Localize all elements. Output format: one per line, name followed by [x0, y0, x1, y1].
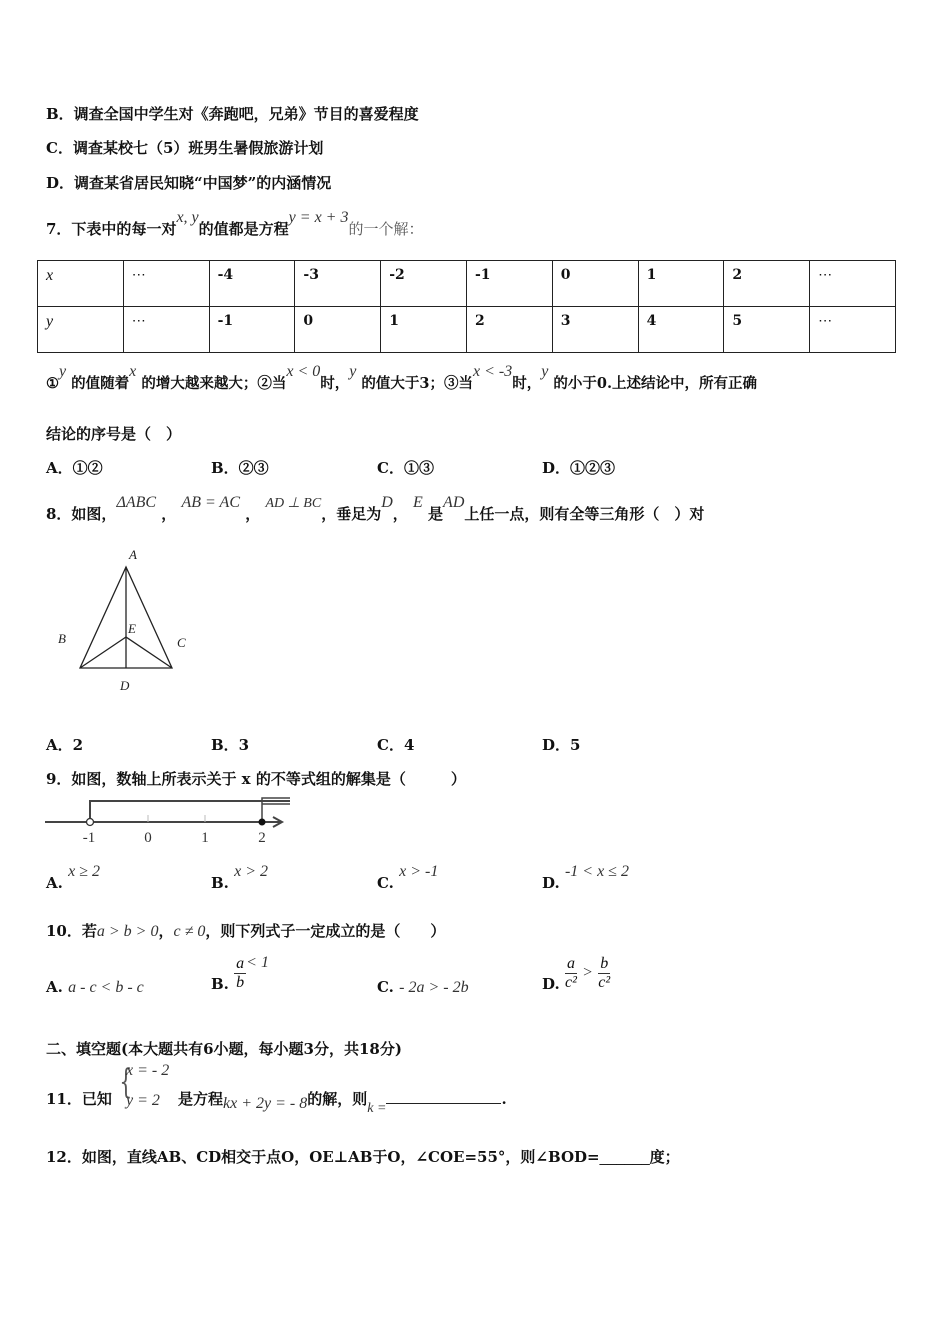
l: D. [542, 975, 560, 994]
s: 度； [649, 1148, 680, 1166]
fraction [598, 955, 610, 991]
table-cell: ⋯ [123, 307, 209, 353]
q9-number-line [40, 795, 300, 847]
m: > [582, 964, 593, 982]
table-cell: 2 [724, 261, 810, 307]
table-cell: 0 [552, 261, 638, 307]
s: 时， [512, 375, 542, 392]
label-a: A [129, 547, 137, 562]
m: c ≠ 0 [173, 923, 206, 940]
table-cell: -4 [209, 261, 295, 307]
l: C. [377, 978, 394, 996]
s: 是方程 [178, 1090, 224, 1108]
num: a [236, 955, 245, 972]
q10-option-a [46, 978, 144, 997]
label-d: D [120, 678, 130, 693]
table-cell: 0 [295, 307, 381, 353]
s: 12．如图，直线AB、CD相交于点O，OE⊥AB于O，∠COE=55°，则∠BOD= [46, 1148, 600, 1166]
l: B. [211, 874, 229, 892]
q10-stem [46, 920, 445, 941]
tick: 2 [258, 830, 266, 846]
q7-option-a: A．①② [46, 459, 103, 477]
q10-option-b [211, 954, 269, 994]
q7-option-d: D．①②③ [542, 459, 616, 477]
m: x ≥ 2 [68, 863, 100, 880]
label-b: B [58, 631, 66, 646]
q8-triangle-figure [50, 545, 210, 695]
m: y [349, 363, 357, 380]
m: x < 0 [286, 363, 321, 380]
q8-option-b: B．3 [211, 736, 250, 754]
q6-option-b: B．调查全国中学生对《奔跑吧，兄弟》节目的喜爱程度 [46, 105, 419, 123]
q7-option-c: C．①③ [377, 459, 434, 477]
q7-equation: y = x + 3 [288, 209, 349, 226]
table-cell: y [38, 307, 124, 353]
m: < 1 [246, 954, 269, 972]
brace: { [119, 1062, 133, 1102]
q7-stem-line2: 结论的序号是（ ） [46, 425, 182, 443]
table-cell: 3 [552, 307, 638, 353]
m: ΔABC [116, 494, 157, 511]
l: D. [542, 874, 560, 892]
m: AB = AC [181, 494, 240, 511]
q7-option-b: B．②③ [211, 459, 269, 477]
q9-option-c [377, 863, 439, 893]
den: c² [598, 973, 611, 991]
tick: 1 [201, 830, 209, 846]
section-2-heading: 二、填空题(本大题共有6小题，每小题3分，共18分) [46, 1040, 402, 1058]
m: x < -3 [473, 363, 513, 380]
s: ，垂足为 [321, 505, 382, 523]
q11-stem [46, 1088, 112, 1109]
table-cell: -3 [295, 261, 381, 307]
l: B. [211, 975, 229, 994]
m: y [59, 363, 67, 380]
m: a > b > 0 [96, 923, 159, 940]
tick: -1 [82, 830, 96, 846]
s: ， [158, 922, 174, 940]
s: 的值大于3；③当 [361, 375, 474, 392]
q7-vars: x, y [176, 209, 199, 226]
q9-option-d [542, 863, 629, 893]
s: 8．如图， [46, 505, 117, 523]
q7-stem [46, 209, 424, 239]
table-cell: -1 [209, 307, 295, 353]
s: . [501, 1090, 507, 1108]
den: c² [564, 973, 577, 991]
q8-option-d: D．5 [542, 736, 581, 754]
table-cell: 4 [638, 307, 724, 353]
m: k = [367, 1101, 387, 1116]
label-e: E [128, 621, 136, 636]
table-cell: ⋯ [810, 261, 896, 307]
table-cell: ⋯ [123, 261, 209, 307]
l: A. [46, 874, 63, 892]
table-cell: -1 [466, 261, 552, 307]
s: 的小于0.上述结论中，所有正确 [553, 375, 758, 392]
s: 的解，则 [307, 1090, 368, 1108]
answer-blank[interactable] [386, 1091, 501, 1104]
den: b [236, 973, 245, 991]
m: x > -1 [399, 863, 439, 880]
q7-statements [46, 363, 758, 393]
l: A. [46, 978, 63, 996]
s: 是 [428, 505, 444, 523]
m: x [129, 363, 137, 380]
s: 时， [320, 375, 350, 392]
q10-option-d [542, 955, 611, 994]
table-row-y [38, 307, 896, 353]
q9-option-b [211, 863, 269, 893]
s: 的增大越来越大；②当 [141, 375, 287, 392]
table-cell: 5 [724, 307, 810, 353]
q9-stem: 9．如图，数轴上所表示关于 x 的不等式组的解集是（ ） [46, 770, 466, 788]
q10-option-c [377, 978, 469, 997]
system-eq-1: x = - 2 [126, 1062, 170, 1079]
s: ，则下列式子一定成立的是（ ） [205, 922, 446, 940]
table-cell: x [38, 261, 124, 307]
m: - 2a > - 2b [399, 979, 469, 996]
m: a - c < b - c [68, 979, 144, 996]
m: -1 < x ≤ 2 [564, 863, 629, 880]
tick: 0 [144, 830, 152, 846]
fraction [234, 955, 246, 991]
num: a [566, 955, 575, 972]
table-cell: 1 [381, 307, 467, 353]
q7-mid: 的值都是方程 [198, 220, 289, 238]
q8-stem: 8．如图，ΔABC ， AB = AC ， AD ⊥ BC，垂足为D， E 是AD上任一点，则有全等三角形（ ）对 [46, 494, 705, 523]
q12-stem [46, 1146, 680, 1167]
m: kx + 2y = - 8 [223, 1095, 308, 1112]
fraction [565, 955, 577, 991]
q8-option-c: C．4 [377, 736, 415, 754]
m: D [381, 494, 393, 511]
q6-option-d: D．调查某省居民知晓“中国梦”的内涵情况 [46, 174, 332, 192]
table-cell: -2 [381, 261, 467, 307]
table-cell: ⋯ [810, 307, 896, 353]
table-cell: 1 [638, 261, 724, 307]
answer-blank[interactable]: ______ [599, 1149, 650, 1166]
q7-suffix: 的一个解： [348, 220, 424, 238]
s: 11．已知 [46, 1090, 112, 1108]
q8-option-a: A．2 [46, 736, 84, 754]
m: AD ⊥ BC [265, 496, 322, 511]
s: 10．若 [46, 922, 97, 940]
l: C. [377, 874, 394, 892]
label-c: C [177, 635, 186, 650]
m: y [541, 363, 549, 380]
m: E [413, 494, 423, 511]
m: AD [443, 494, 465, 511]
q6-option-c: C．调查某校七（5）班男生暑假旅游计划 [46, 139, 324, 157]
s: ① [46, 375, 59, 392]
num: b [600, 955, 609, 972]
table-cell: 2 [466, 307, 552, 353]
m: x > 2 [234, 863, 269, 880]
s: 的值随着 [71, 375, 130, 392]
q11-rest [178, 1088, 507, 1116]
s: 上任一点，则有全等三角形（ ）对 [464, 505, 705, 523]
q7-table [37, 260, 896, 353]
table-row-x [38, 261, 896, 307]
q9-option-a [46, 863, 100, 893]
system-eq-2: y = 2 [126, 1092, 160, 1109]
q7-prefix: 7．下表中的每一对 [46, 220, 177, 238]
